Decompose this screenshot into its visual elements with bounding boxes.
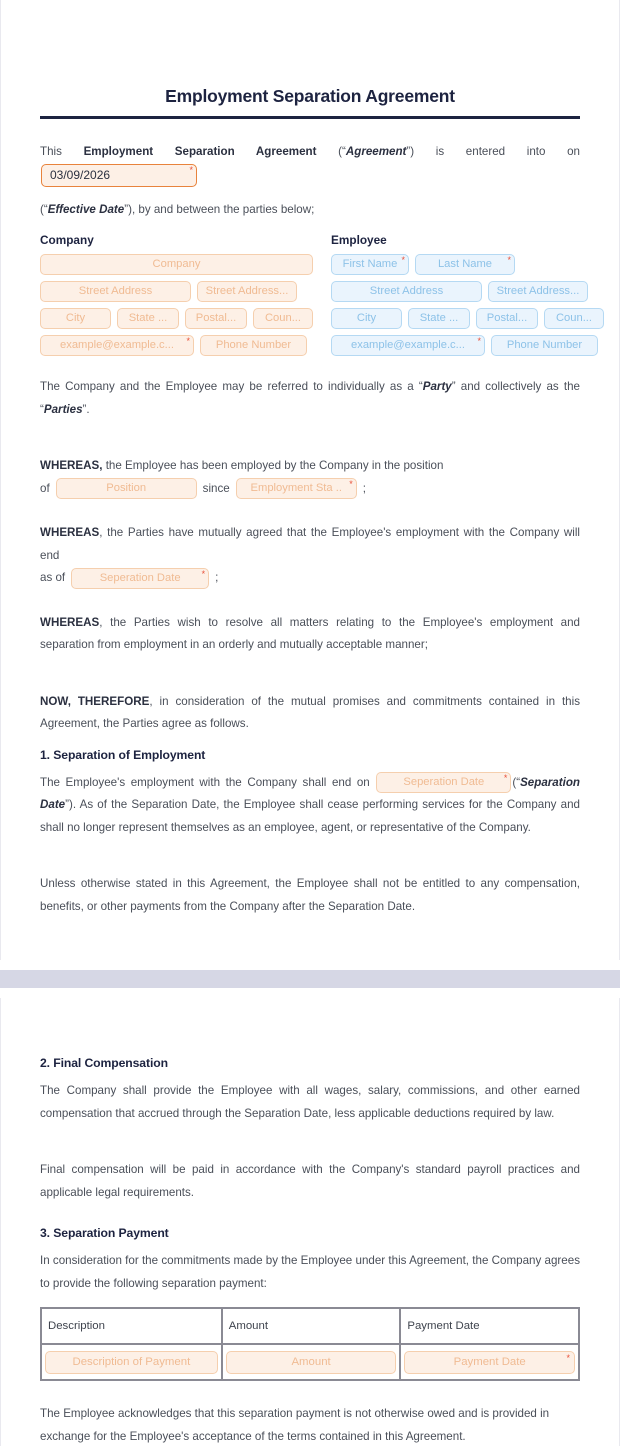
employee-last-name-input[interactable] — [415, 254, 515, 275]
section-1-quote-close: ”). — [65, 798, 80, 812]
employee-street-address-2-input[interactable]: Street Address... — [488, 281, 588, 302]
employee-first-name-placeholder: First Name — [342, 258, 398, 271]
required-marker: * — [507, 255, 511, 266]
defined-party: Party — [422, 380, 452, 394]
now-therefore-text: , in consideration of the mutual promises and commitments contained in this Agreement, the Parties agree as follows. — [40, 694, 580, 731]
employment-start-placeholder: Employment Sta .. — [250, 482, 342, 495]
company-city-input[interactable]: City — [40, 308, 111, 329]
employee-street-address-input[interactable]: Street Address — [331, 281, 482, 302]
parties-section — [40, 233, 593, 362]
separation-date-input-2[interactable] — [376, 772, 511, 793]
whereas-3-text: , the Parties wish to resolve all matters relating to the Employee's employment and separation from employment in an orderly and mutually acceptable manner; — [40, 615, 580, 652]
section-3-paragraph-2-line-1: The Employee acknowledges that this separation payment is not otherwise owed and is provided in — [40, 1407, 550, 1421]
whereas-2-paragraph — [40, 522, 580, 567]
section-1-paragraph-1 — [40, 772, 580, 840]
intro-quote-close: ”) is entered into on — [406, 145, 581, 158]
employee-address-row — [331, 281, 604, 302]
employee-city-input[interactable]: City — [331, 308, 402, 329]
company-contact-row — [40, 335, 313, 356]
effective-date-input[interactable] — [41, 164, 197, 187]
whereas-2-asof-label: as of — [40, 571, 66, 585]
whereas-2-semicolon: ; — [215, 571, 219, 585]
whereas-1-bold: WHEREAS, — [40, 459, 103, 473]
employee-first-name-input[interactable] — [331, 254, 409, 275]
employee-state-input[interactable]: State ... — [408, 308, 470, 329]
document-page-2 — [0, 998, 620, 1446]
section-1-quote-open: (“ — [512, 775, 521, 789]
employee-postal-input[interactable]: Postal... — [476, 308, 538, 329]
section-1-p1-before: The Employee's employment with the Company shall end on — [40, 775, 376, 789]
required-marker: * — [201, 568, 206, 579]
employee-phone-input[interactable]: Phone Number — [491, 335, 598, 356]
parties-ref-b: ” and collectively as the “ — [40, 380, 580, 416]
payment-description-input[interactable]: Description of Payment — [45, 1351, 218, 1374]
parties-ref-c: ”. — [82, 402, 90, 416]
company-street-address-2-input[interactable]: Street Address... — [197, 281, 297, 302]
effective-date-value: 03/09/2026 — [50, 167, 111, 182]
company-column — [40, 233, 313, 362]
spacer — [40, 1216, 580, 1226]
table-header-description: Description — [41, 1308, 222, 1344]
intro-paragraph — [40, 141, 580, 187]
intro-agreement-bold: Employment Separation Agreement — [83, 145, 317, 158]
separation-payment-table — [40, 1307, 580, 1381]
table-header-payment-date: Payment Date — [400, 1308, 579, 1344]
whereas-2-text: , the Parties have mutually agreed that the Employee's employment with the Company will end — [40, 526, 580, 562]
effective-date-paragraph — [40, 199, 580, 222]
company-email-placeholder: example@example.c... — [60, 339, 174, 352]
table-header-row — [41, 1308, 579, 1344]
intro-defined-agreement: Agreement — [345, 145, 407, 158]
company-address-row — [40, 281, 313, 302]
defined-separation-date: Separation Date — [40, 775, 580, 812]
whereas-1-since-label: since — [202, 481, 230, 495]
defined-effective-date: Effective Date — [47, 202, 125, 216]
now-therefore-bold: NOW, THEREFORE — [40, 694, 150, 708]
required-marker: * — [477, 336, 481, 347]
employee-last-name-placeholder: Last Name — [437, 258, 493, 271]
company-city-row — [40, 308, 313, 329]
company-name-input[interactable]: Company — [40, 254, 313, 275]
required-marker: * — [566, 1352, 570, 1363]
employee-contact-row — [331, 335, 604, 356]
required-marker: * — [186, 336, 190, 347]
employment-start-date-input[interactable] — [236, 478, 357, 499]
employee-email-input[interactable] — [331, 335, 485, 356]
whereas-1-text: the Employee has been employed by the Company in the position — [102, 459, 444, 473]
spacer — [40, 433, 580, 455]
payment-date-input[interactable] — [404, 1351, 575, 1374]
section-2-heading: 2. Final Compensation — [40, 1056, 168, 1071]
whereas-1-semicolon: ; — [362, 481, 366, 495]
whereas-1-of-label: of — [40, 481, 50, 495]
intro-text-before: This — [40, 145, 84, 158]
section-1-p1-after: As of the Separation Date, the Employee shall cease performing services for the Company and shall no longer represent themselves as an employee, agent, or representative of the Company. — [40, 798, 580, 834]
separation-date-placeholder: Seperation Date — [99, 571, 181, 584]
section-3-paragraph-2-line-2: exchange for the Employee's acceptance of the terms contained in this Agreement. — [40, 1429, 466, 1443]
company-email-input[interactable] — [40, 335, 194, 356]
company-state-input[interactable]: State ... — [117, 308, 179, 329]
effective-date-quote-open: (“ — [40, 202, 48, 216]
company-phone-input[interactable]: Phone Number — [200, 335, 307, 356]
whereas-1-field-line — [40, 478, 580, 501]
spacer — [40, 669, 580, 691]
table-header-amount: Amount — [222, 1308, 401, 1344]
page-gap-bottom — [0, 988, 620, 998]
payment-amount-input[interactable]: Amount — [226, 1351, 397, 1374]
effective-date-rest: ”), by and between the parties below; — [124, 202, 315, 216]
spacer — [40, 851, 580, 873]
table-cell-payment-date — [400, 1344, 579, 1380]
defined-parties: Parties — [43, 402, 83, 416]
whereas-2-field-line — [40, 567, 580, 590]
title-divider — [40, 116, 580, 119]
section-3-heading: 3. Separation Payment — [40, 1226, 169, 1241]
required-marker: * — [401, 255, 405, 266]
separation-date-input-1[interactable] — [71, 568, 209, 589]
table-cell-description — [41, 1344, 222, 1380]
spacer — [40, 1381, 580, 1403]
section-3-paragraph-1: In consideration for the commitments made by the Employee under this Agreement, the Company agrees to provide the following separation payment: — [40, 1254, 580, 1290]
separation-date-placeholder: Seperation Date — [403, 776, 485, 788]
company-street-address-input[interactable]: Street Address — [40, 281, 191, 302]
position-input[interactable]: Position — [56, 478, 197, 499]
whereas-2-bold: WHEREAS — [40, 526, 100, 540]
parties-ref-a: The Company and the Employee may be referred to individually as a “ — [40, 380, 423, 394]
section-2-paragraph-2: Final compensation will be paid in accordance with the Company's standard payroll practices and applicable legal requirements. — [40, 1163, 580, 1199]
section-1-paragraph-2: Unless otherwise stated in this Agreement, the Employee shall not be entitled to any compensation, benefits, or other payments from the Company after the Separation Date. — [40, 877, 580, 913]
employee-name-row — [331, 254, 604, 275]
page-title: Employment Separation Agreement — [165, 86, 455, 106]
now-therefore-paragraph — [40, 691, 580, 736]
company-country-input[interactable]: Coun... — [253, 308, 313, 329]
employee-email-placeholder: example@example.c... — [351, 339, 465, 352]
spacer — [40, 1137, 580, 1159]
employee-country-input[interactable]: Coun... — [544, 308, 604, 329]
page-break-separator — [0, 970, 620, 988]
employee-city-row — [331, 308, 604, 329]
section-1-heading: 1. Separation of Employment — [40, 747, 206, 762]
page-gap-top — [0, 960, 620, 970]
required-marker: * — [503, 773, 508, 783]
company-postal-input[interactable]: Postal... — [185, 308, 247, 329]
table-row — [41, 1344, 579, 1380]
company-name-row — [40, 254, 313, 275]
required-marker: * — [189, 164, 193, 175]
whereas-3-paragraph — [40, 612, 580, 657]
intro-quote-open: (“ — [316, 145, 346, 158]
payment-date-placeholder: Payment Date — [453, 1355, 526, 1368]
parties-reference-paragraph — [40, 376, 580, 421]
company-label: Company — [40, 233, 94, 248]
whereas-1-paragraph — [40, 455, 580, 478]
section-2-paragraph-1: The Company shall provide the Employee with all wages, salary, commissions, and other earned compensation that accrued through the Separation Date, less applicable deductions required by law. — [40, 1084, 580, 1120]
required-marker: * — [349, 479, 353, 490]
whereas-3-bold: WHEREAS — [40, 615, 100, 629]
table-cell-amount — [222, 1344, 401, 1380]
employee-column — [331, 233, 604, 362]
employee-label: Employee — [331, 233, 387, 248]
spacer — [40, 590, 580, 612]
spacer — [40, 930, 580, 960]
spacer — [40, 500, 580, 522]
